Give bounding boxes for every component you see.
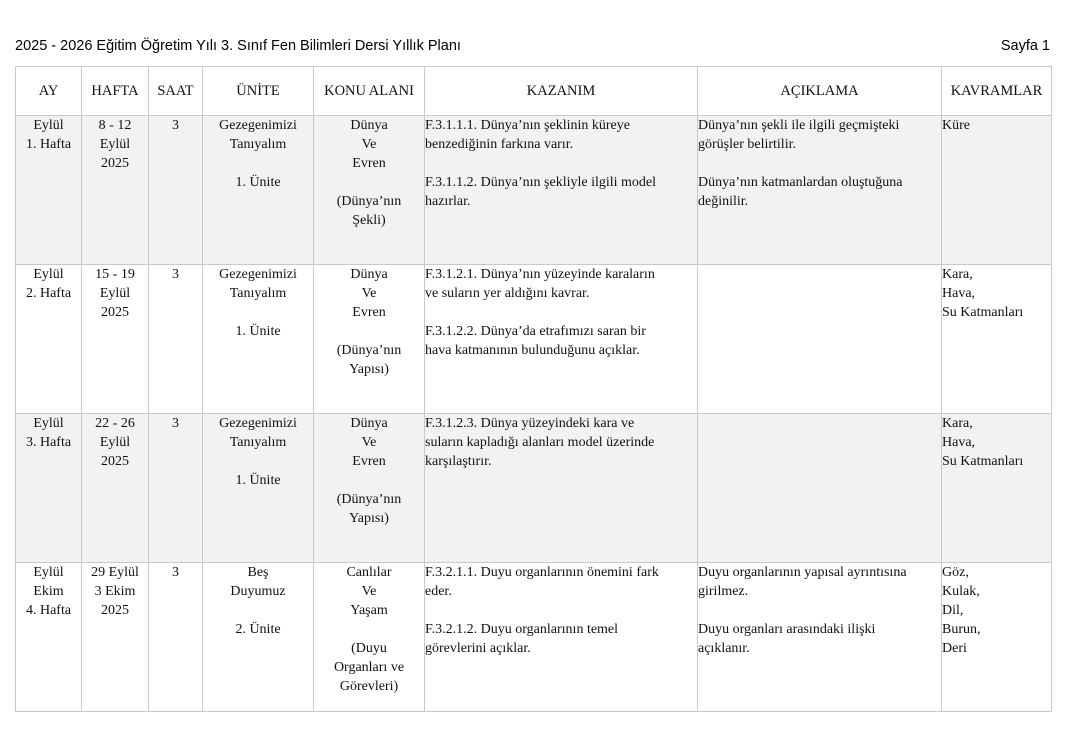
kavram-line: Su Katmanları [942,454,1024,469]
paragraph-gap [203,154,313,173]
konu-line: Ve [361,584,377,599]
cell-kazanim [425,414,698,563]
hafta-line: Eylül [99,435,131,450]
aciklama-line: değinilir. [698,194,749,209]
hafta-line: Eylül [99,286,131,301]
kavram-line: Deri [942,641,967,656]
cell-kavramlar [942,414,1052,563]
cell-konu-alani [314,116,425,265]
ay-line: Eylül [33,267,64,282]
saat-value: 3 [172,565,179,580]
cell-unite [203,265,314,414]
cell-aciklama [698,414,942,563]
konu-line: Ve [361,286,377,301]
hafta-line: 2025 [101,156,129,171]
paragraph-gap [425,154,697,173]
column-header-unite: ÜNİTE [203,67,314,116]
paragraph-gap [698,154,941,173]
kavram-line: Hava, [942,435,976,450]
hafta-line: 29 Eylül [91,565,139,580]
cell-kazanim [425,116,698,265]
kazanim-line: F.3.1.2.1. Dünya’nın yüzeyinde karaların [425,267,655,282]
hafta-line: 2025 [101,305,129,320]
konu-sub-line: (Dünya’nın [336,343,402,358]
kazanim-line: hava katmanının bulunduğunu açıklar. [425,343,640,358]
cell-aciklama [698,116,942,265]
konu-line: Yaşam [350,603,388,618]
paragraph-gap [203,601,313,620]
konu-line: Canlılar [346,565,392,580]
konu-sub-line: Şekli) [352,213,386,228]
konu-line: Dünya [350,118,388,133]
column-header-kavramlar: KAVRAMLAR [942,67,1052,116]
unite-number: 1. Ünite [235,175,281,190]
unite-number: 1. Ünite [235,324,281,339]
cell-hafta [82,116,149,265]
konu-line: Ve [361,137,377,152]
annual-plan-table [15,66,1052,712]
cell-unite [203,563,314,712]
aciklama-line: Duyu organlarının yapısal ayrıntısına [698,565,907,580]
unite-name-line: Gezegenimizi [219,416,297,431]
ay-line: Eylül [33,416,64,431]
konu-sub-line: Yapısı) [349,511,389,526]
cell-kavramlar [942,563,1052,712]
kazanim-line: benzediğinin farkına varır. [425,137,574,152]
cell-unite [203,414,314,563]
column-header-aciklama: AÇIKLAMA [698,67,942,116]
paragraph-gap [314,173,424,192]
cell-saat [149,265,203,414]
ay-line: 2. Hafta [25,286,72,301]
kazanim-line: hazırlar. [425,194,471,209]
ay-line: Ekim [33,584,64,599]
saat-value: 3 [172,416,179,431]
konu-sub-line: (Dünya’nın [336,194,402,209]
cell-konu-alani [314,563,425,712]
cell-unite [203,116,314,265]
kazanim-line: ve suların yer aldığını kavrar. [425,286,590,301]
column-header-ay: AY [16,67,82,116]
hafta-line: 2025 [101,454,129,469]
column-header-konu-alani: KONU ALANI [314,67,425,116]
kazanim-line: görevlerini açıklar. [425,641,531,656]
konu-sub-line: Organları ve [333,660,405,675]
document-title: 2025 - 2026 Eğitim Öğretim Yılı 3. Sınıf Fen Bilimleri Dersi Yıllık Planı [15,38,461,54]
kavram-line: Hava, [942,286,976,301]
ay-line: Eylül [33,118,64,133]
kazanim-line: F.3.1.2.3. Dünya yüzeyindeki kara ve [425,416,635,431]
aciklama-line: görüşler belirtilir. [698,137,796,152]
saat-value: 3 [172,118,179,133]
kazanim-line: karşılaştırır. [425,454,492,469]
cell-aciklama [698,265,942,414]
hafta-line: 8 - 12 [98,118,132,133]
paragraph-gap [314,471,424,490]
konu-sub-line: (Dünya’nın [336,492,402,507]
cell-saat [149,563,203,712]
unite-name-line: Beş [247,565,269,580]
hafta-line: 22 - 26 [95,416,135,431]
hafta-line: Eylül [99,137,131,152]
konu-sub-line: (Duyu [351,641,387,656]
aciklama-line: Duyu organları arasındaki ilişki [698,622,876,637]
cell-ay [16,116,82,265]
kazanim-line: F.3.1.2.2. Dünya’da etrafımızı saran bir [425,324,646,339]
cell-ay [16,563,82,712]
cell-hafta [82,414,149,563]
kavram-line: Kulak, [942,584,980,599]
unite-name-line: Gezegenimizi [219,267,297,282]
paragraph-gap [314,322,424,341]
konu-line: Evren [352,305,386,320]
ay-line: 4. Hafta [25,603,72,618]
kavram-line: Küre [942,118,970,133]
paragraph-gap [203,452,313,471]
cell-kazanim [425,563,698,712]
aciklama-line: açıklanır. [698,641,750,656]
kazanim-line: F.3.2.1.1. Duyu organlarının önemini fark [425,565,659,580]
cell-hafta [82,563,149,712]
paragraph-gap [425,601,697,620]
konu-line: Evren [352,454,386,469]
table-row [16,563,1052,712]
konu-line: Ve [361,435,377,450]
cell-saat [149,414,203,563]
table-row [16,116,1052,265]
unite-name-line: Tanıyalım [229,137,287,152]
konu-line: Dünya [350,267,388,282]
cell-saat [149,116,203,265]
table-header-row [16,67,1052,116]
kazanim-line: suların kapladığı alanları model üzerinde [425,435,655,450]
hafta-line: 2025 [101,603,129,618]
table-row [16,265,1052,414]
cell-kavramlar [942,116,1052,265]
page-header [15,38,1050,58]
aciklama-line: Dünya’nın şekli ile ilgili geçmişteki [698,118,900,133]
cell-konu-alani [314,265,425,414]
cell-kazanim [425,265,698,414]
unite-name-line: Gezegenimizi [219,118,297,133]
kavram-line: Kara, [942,416,973,431]
unite-number: 1. Ünite [235,473,281,488]
konu-sub-line: Görevleri) [339,679,399,694]
cell-ay [16,414,82,563]
ay-line: Eylül [33,565,64,580]
ay-line: 1. Hafta [25,137,72,152]
unite-name-line: Tanıyalım [229,286,287,301]
kavram-line: Dil, [942,603,964,618]
aciklama-line: Dünya’nın katmanlardan oluştuğuna [698,175,903,190]
cell-konu-alani [314,414,425,563]
saat-value: 3 [172,267,179,282]
unite-name-line: Duyumuz [230,584,286,599]
kazanim-line: eder. [425,584,452,599]
hafta-line: 3 Ekim [94,584,136,599]
kavram-line: Göz, [942,565,969,580]
unite-number: 2. Ünite [235,622,281,637]
paragraph-gap [698,601,941,620]
konu-sub-line: Yapısı) [349,362,389,377]
kazanim-line: F.3.1.1.2. Dünya’nın şekliyle ilgili model [425,175,657,190]
unite-name-line: Tanıyalım [229,435,287,450]
column-header-kazanim: KAZANIM [425,67,698,116]
kavram-line: Su Katmanları [942,305,1024,320]
column-header-hafta: HAFTA [82,67,149,116]
konu-line: Evren [352,156,386,171]
kazanim-line: F.3.1.1.1. Dünya’nın şeklinin küreye [425,118,630,133]
cell-hafta [82,265,149,414]
cell-aciklama [698,563,942,712]
cell-kavramlar [942,265,1052,414]
ay-line: 3. Hafta [25,435,72,450]
kazanim-line: F.3.2.1.2. Duyu organlarının temel [425,622,619,637]
kavram-line: Burun, [942,622,981,637]
kavram-line: Kara, [942,267,973,282]
page-number: Sayfa 1 [1000,38,1050,54]
column-header-saat: SAAT [149,67,203,116]
paragraph-gap [314,620,424,639]
table-row [16,414,1052,563]
paragraph-gap [203,303,313,322]
aciklama-line: girilmez. [698,584,749,599]
hafta-line: 15 - 19 [95,267,135,282]
paragraph-gap [425,303,697,322]
konu-line: Dünya [350,416,388,431]
cell-ay [16,265,82,414]
